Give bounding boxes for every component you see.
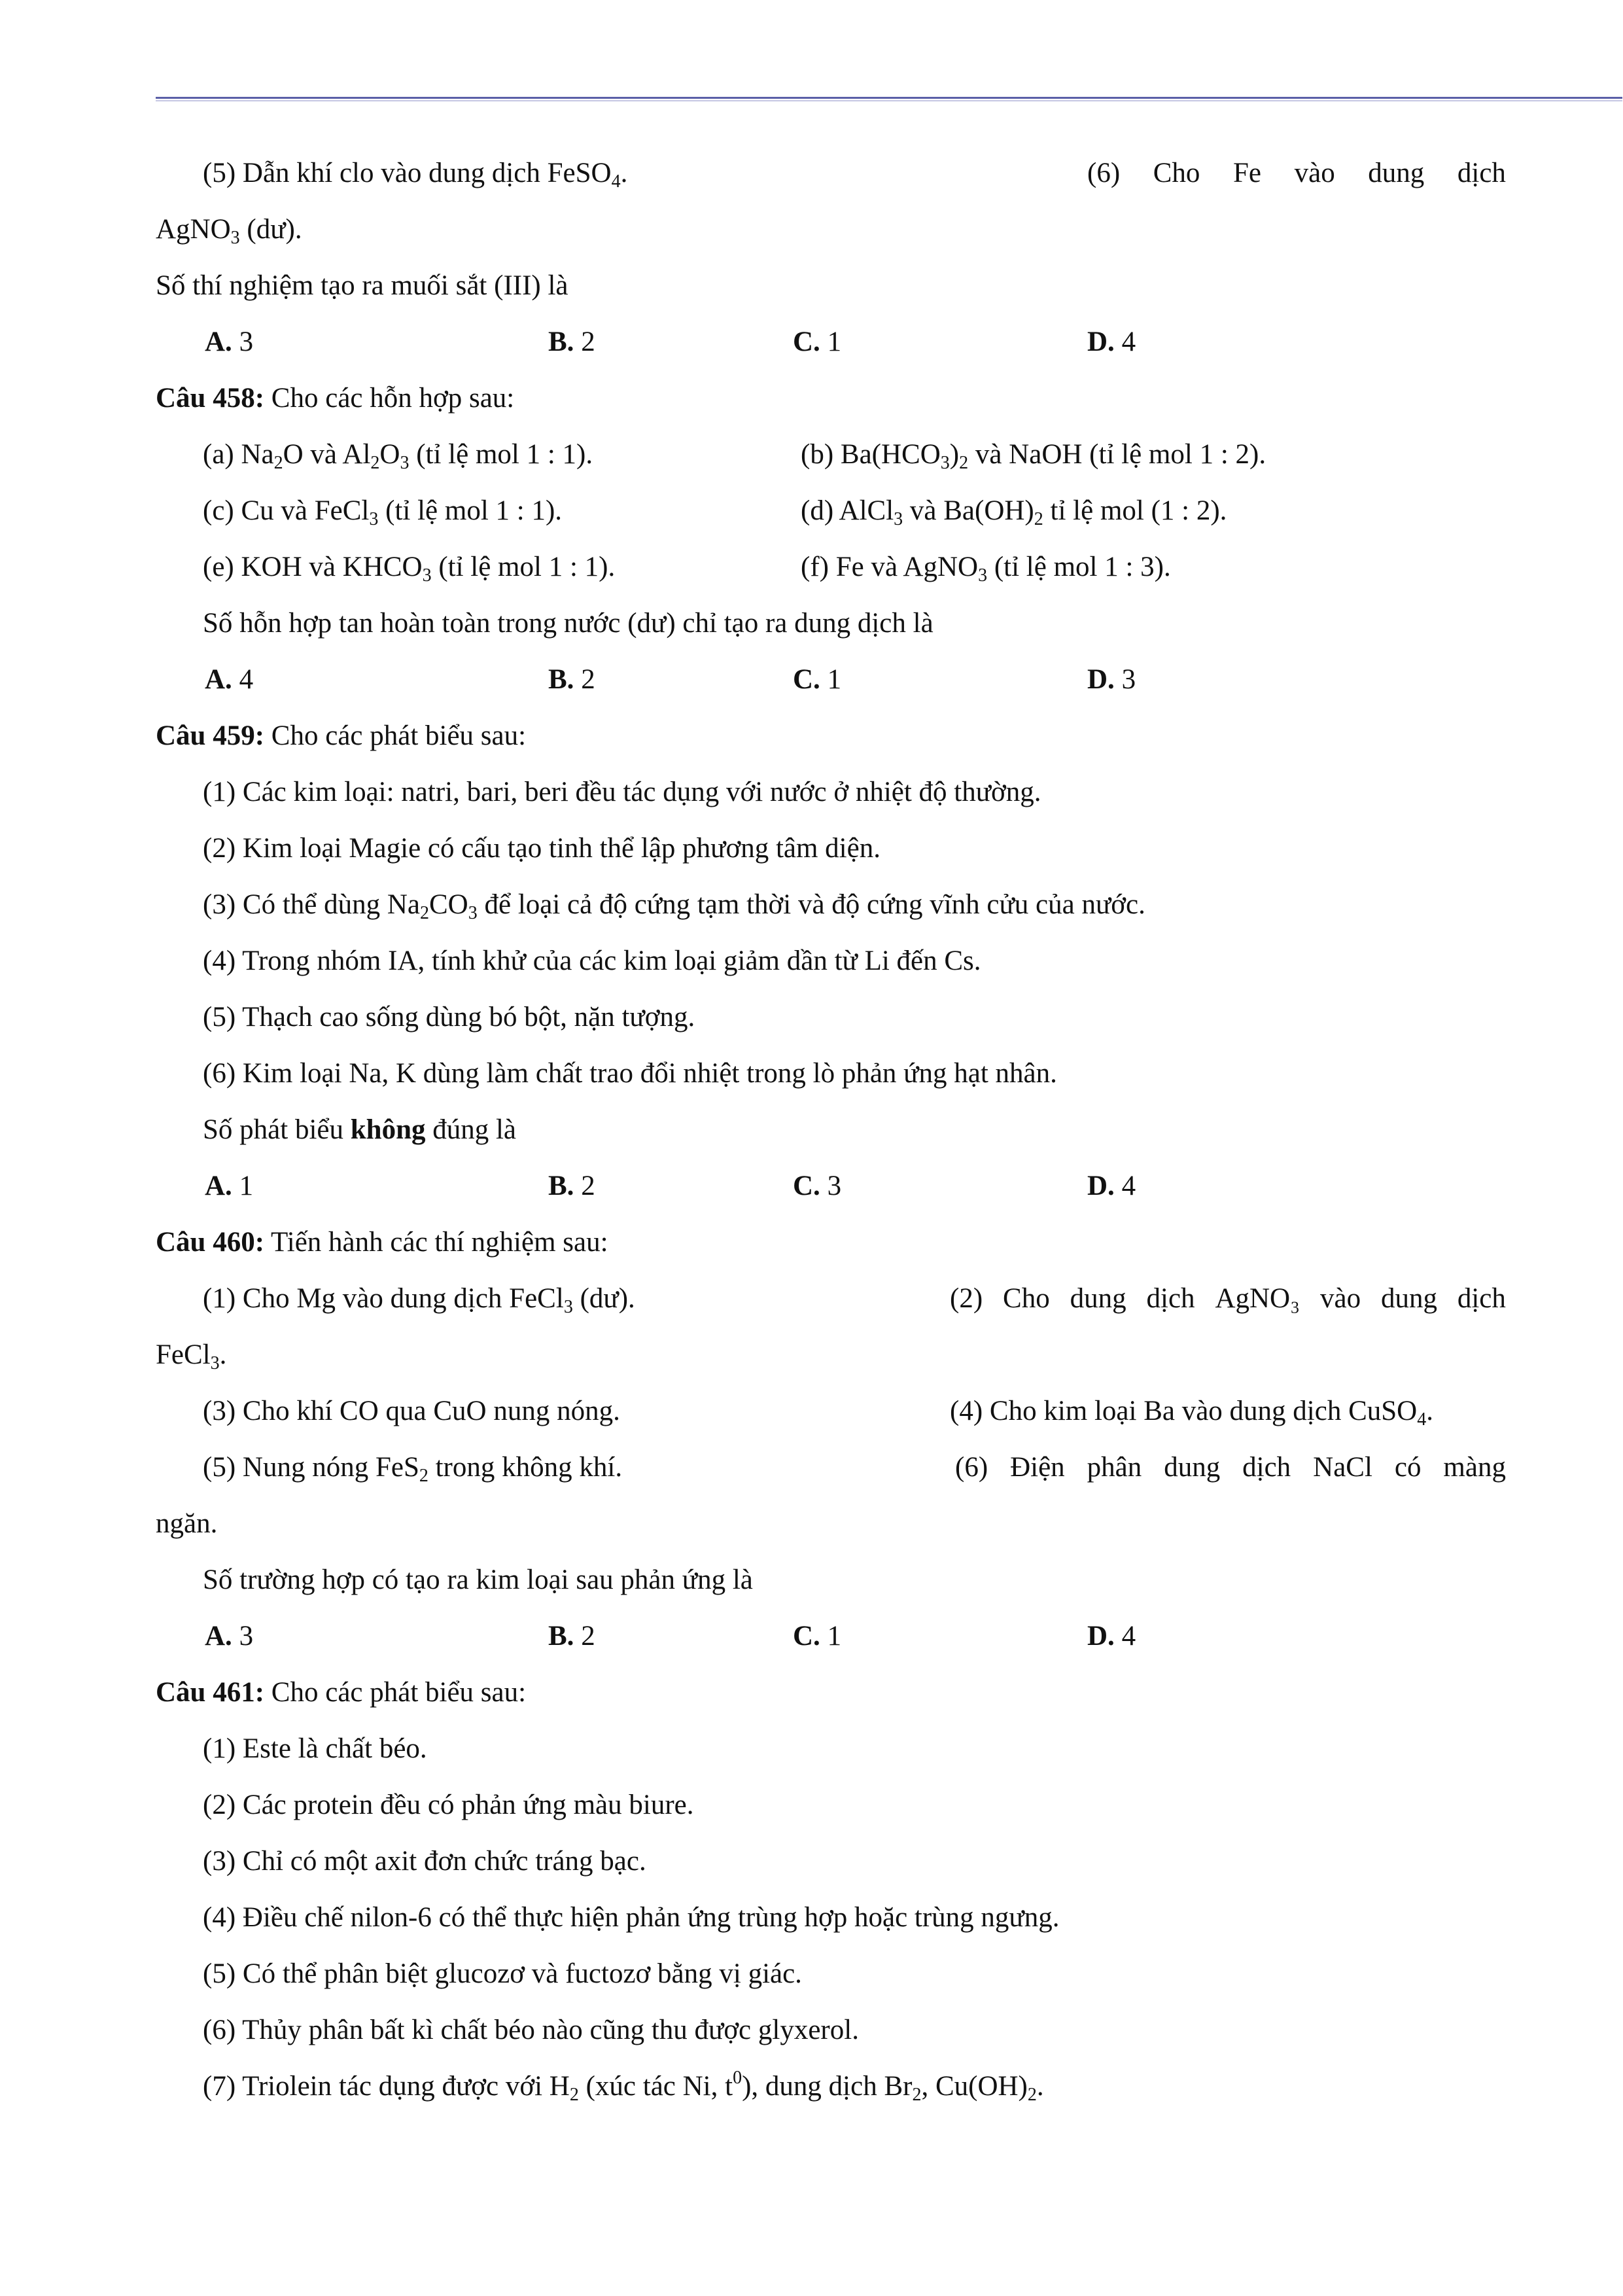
experiment-4: (4) Cho kim loại Ba vào dung dịch CuSO$_4$.: [950, 1396, 1433, 1430]
experiment-2-continued: FeCl$_3$.: [156, 1339, 227, 1373]
experiment-3: (3) Cho khí CO qua CuO nung nóng.: [203, 1396, 620, 1426]
statement-4: (4) Trong nhóm IA, tính khử của các kim loại giảm dần từ Li đến Cs.: [203, 945, 981, 976]
answer-c: C. 1: [793, 1621, 842, 1651]
statement-1: (1) Các kim loại: natri, bari, beri đều tác dụng với nước ở nhiệt độ thường.: [203, 777, 1041, 807]
answer-b: B. 2: [548, 1171, 595, 1201]
prev-question-prompt: Số thí nghiệm tạo ra muối sắt (III) là: [156, 270, 568, 301]
answer-d: D. 4: [1087, 327, 1136, 357]
question-461-heading: Câu 461: Cho các phát biểu sau:: [156, 1677, 527, 1708]
statement-3: (3) Có thể dùng $Na_2CO_3$ để loại cả độ cứng tạm thời và độ cứng vĩnh cửu của nước.: [203, 889, 1145, 923]
answer-d: D. 4: [1087, 1171, 1136, 1201]
statement-7: (7) Triolein tác dụng được với $H_2$ (xúc tác Ni, $t^0$), dung dịch $Br_2$, $Cu(OH)_2$.: [203, 2068, 1044, 2105]
statement-1: (1) Este là chất béo.: [203, 1733, 427, 1764]
question-458-heading: Câu 458: Cho các hỗn hợp sau:: [156, 383, 515, 414]
answer-b: B. 2: [548, 1621, 595, 1651]
statement-2: (2) Các protein đều có phản ứng màu biure.: [203, 1790, 694, 1820]
question-459-heading: Câu 459: Cho các phát biểu sau:: [156, 720, 527, 751]
answer-a: A. 3: [205, 327, 254, 357]
answer-c: C. 1: [793, 327, 842, 357]
prev-item-6-continued: AgNO$_3$ (dư).: [156, 214, 302, 248]
experiment-2: (2) Cho dung dịch AgNO₃ vào dung dịch: [950, 1283, 1506, 1314]
answer-d: D. 3: [1087, 664, 1136, 695]
answer-a: A. 4: [205, 664, 254, 695]
answer-a: A. 1: [205, 1171, 254, 1201]
answer-c: C. 3: [793, 1171, 842, 1201]
header-rule-light: [156, 100, 1622, 101]
experiment-6: (6) Điện phân dung dịch NaCl có màng: [955, 1452, 1506, 1483]
prev-item-6: (6) Cho Fe vào dung dịch: [1087, 158, 1506, 188]
header-rule-dark: [156, 97, 1622, 99]
question-460-heading: Câu 460: Tiến hành các thí nghiệm sau:: [156, 1227, 608, 1258]
mixture-a: (a) $Na_2O$ và $Al_2O_3$ (tỉ lệ mol 1 : 1).: [203, 439, 593, 473]
experiment-6-continued: ngăn.: [156, 1508, 218, 1539]
statement-2: (2) Kim loại Magie có cấu tạo tinh thể lập phương tâm diện.: [203, 833, 881, 864]
question-459-prompt: Số phát biểu không đúng là: [203, 1114, 517, 1145]
mixture-e: (e) KOH và $KHCO_3$ (tỉ lệ mol 1 : 1).: [203, 552, 616, 586]
answer-c: C. 1: [793, 664, 842, 695]
mixture-f: (f) Fe và AgNO$_3$ (tỉ lệ mol 1 : 3).: [801, 552, 1171, 586]
statement-5: (5) Thạch cao sống dùng bó bột, nặn tượng.: [203, 1002, 695, 1033]
statement-4: (4) Điều chế nilon-6 có thể thực hiện phản ứng trùng hợp hoặc trùng ngưng.: [203, 1902, 1060, 1933]
statement-6: (6) Thủy phân bất kì chất béo nào cũng thu được glyxerol.: [203, 2015, 859, 2045]
experiment-1: (1) Cho Mg vào dung dịch FeCl$_3$ (dư).: [203, 1283, 635, 1317]
answer-d: D. 4: [1087, 1621, 1136, 1651]
experiment-5: (5) Nung nóng FeS$_2$ trong không khí.: [203, 1452, 623, 1486]
prev-item-5: (5) Dẫn khí clo vào dung dịch FeSO$_4$.: [203, 158, 628, 192]
answer-b: B. 2: [548, 327, 595, 357]
mixture-b: (b) $Ba(HCO_3)_2$ và NaOH (tỉ lệ mol 1 : 2).: [801, 439, 1266, 473]
header-rule: [156, 97, 1622, 101]
question-458-prompt: Số hỗn hợp tan hoàn toàn trong nước (dư) chỉ tạo ra dung dịch là: [203, 608, 934, 639]
answer-a: A. 3: [205, 1621, 254, 1651]
statement-6: (6) Kim loại Na, K dùng làm chất trao đổi nhiệt trong lò phản ứng hạt nhân.: [203, 1058, 1057, 1089]
answer-b: B. 2: [548, 664, 595, 695]
statement-5: (5) Có thể phân biệt glucozơ và fuctozơ bằng vị giác.: [203, 1958, 802, 1989]
statement-3: (3) Chỉ có một axit đơn chức tráng bạc.: [203, 1846, 646, 1877]
mixture-d: (d) AlCl$_3$ và $Ba(OH)_2$ tỉ lệ mol (1 : 2).: [801, 495, 1227, 529]
question-460-prompt: Số trường hợp có tạo ra kim loại sau phản ứng là: [203, 1564, 753, 1595]
mixture-c: (c) Cu và FeCl$_3$ (tỉ lệ mol 1 : 1).: [203, 495, 563, 529]
